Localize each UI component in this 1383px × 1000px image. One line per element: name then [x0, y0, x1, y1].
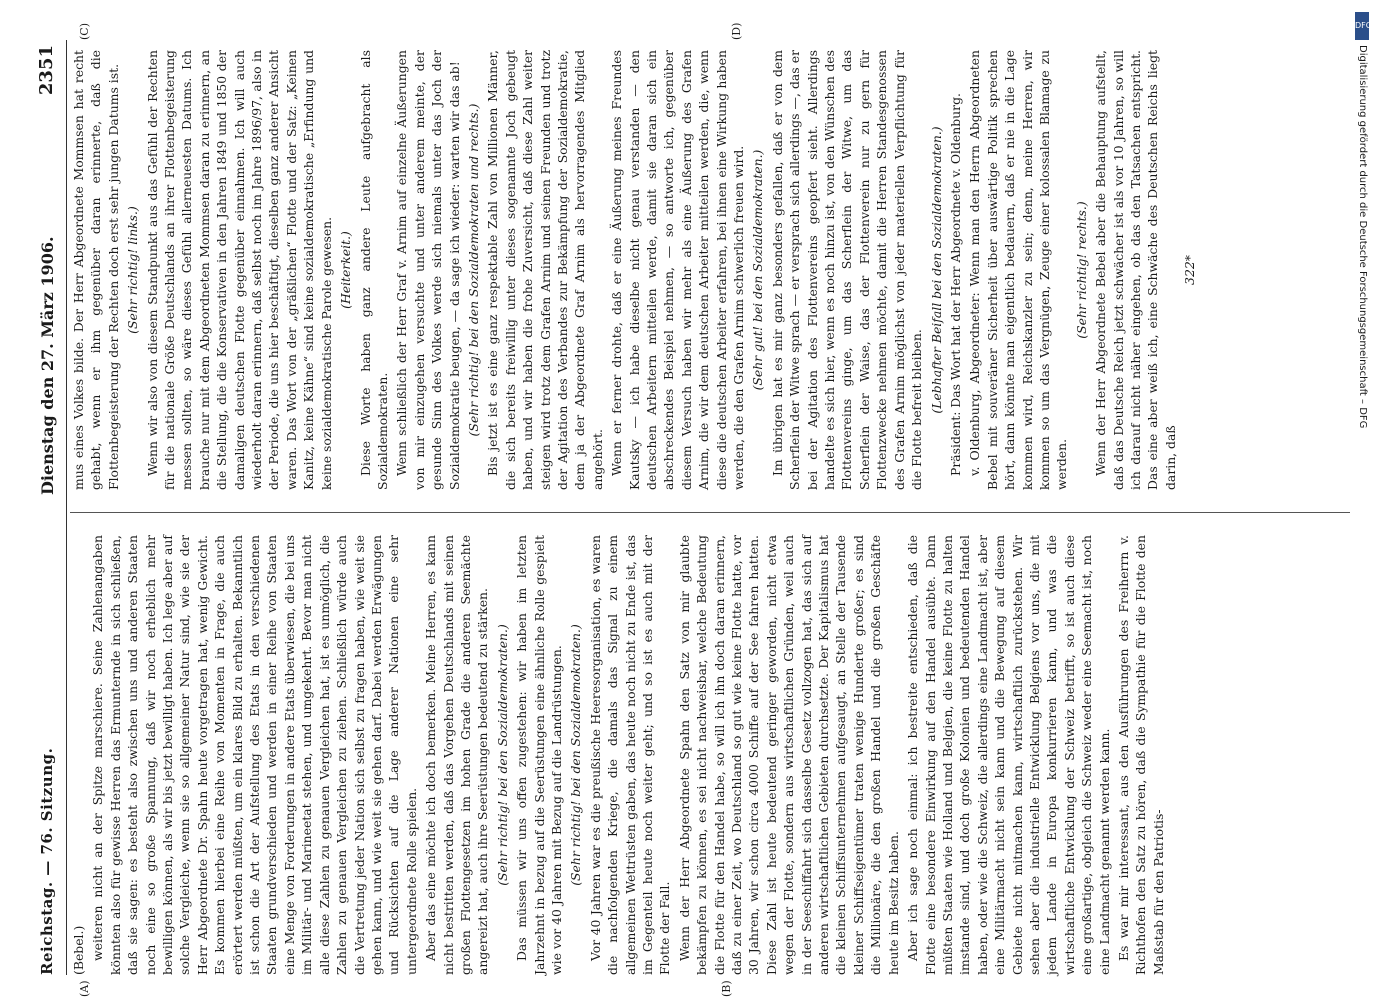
speaker-tag: (Bebel.) — [71, 925, 86, 975]
paragraph: Wenn der Herr Abgeordnete Spahn den Satz von mir glaubte bekämpfen zu können, es sei nicht nachweisbar, welche Bedeutung die Flotte für den Handel habe, so will ich ihn doch daran erinnern, daß zu einer Zeit, wo Deutschland so gut wie keine Flotte hatte, vor 30 Jahren, wir schon circa 4000 Schiffe auf der See fahren hatten. Diese Zahl ist heute bedeutend geringer geworden, nicht etwa wegen der Flotte, sondern aus wirtschaftlichen Gründen, weil auch in der Seeschiffahrt sich dasselbe Gesetz vollzogen hat, das sich auf anderen wirtschaftlichen Gebieten durchsetzte. Der Kapitalismus hat die kleinen Schiffsunternehmen aufgesaugt, an Stelle der Tausende kleiner Schiffseigentümer traten wenige Hunderte großer; es sind die Millionäre, die den großen Handel und die großen Geschäfte heute im Besitz haben. — [676, 535, 901, 975]
right-column — [70, 50, 1201, 490]
paragraph: Wenn wir also von diesem Standpunkt aus das Gefühl der Rechten für die nationale Größe Deutschlands an ihrer Flottenbegeisterung messen sollten, so wäre dieses Gefühl allerneuesten Datums. Ich brauche nur mit dem Abgeordneten Mommsen daran zu erinnern, an die Stellung, die die Konservativen in den Jahren 1849 und 1850 der damaligen deutschen Flotte gegenüber einnahmen. Ich will auch wiederholt daran erinnern, daß selbst noch im Jahre 1896/97, also in der Periode, die uns hier beschäftigt, dieselben ganz anderer Ansicht waren. Das Wort von der „gräßlichen“ Flotte und der Satz: „Keinen Kanitz, keine Kähne“ sind keine sozialdemokratische „Erfindung und keine sozialdemokratische Parole gewesen. — [144, 50, 334, 490]
side-note — [1352, 45, 1372, 945]
interjection: (Lebhafter Beifall bei den Sozialdemokraten.) — [928, 126, 944, 414]
digitization-note: Digitalisierung gefördert durch die Deutsche Forschungsgemeinschaft – DFG — [1357, 45, 1368, 429]
interjection: (Sehr richtig! bei den Sozialdemokraten.) — [568, 624, 584, 886]
paragraph: Bis jetzt ist es eine ganz respektable Zahl von Millionen Männer, die sich bereits freiwillig unter dieses sogenannte Joch gebeugt haben, und wir haben die frohe Zuversicht, daß diese Zahl weiter steigen wird trotz dem Grafen Arnim und seinen Freunden und trotz der Agitation des Verbandes zur Bekämpfung der Sozialdemokratie, dem ja der Abgeordnete Graf Arnim als hervorragendes Mitglied angehört. — [485, 50, 605, 490]
paragraph: Aber das eine möchte ich doch bemerken. Meine Herren, es kann nicht bestritten werden, daß das Vorgehen Deutschlands mit seinen großen Flottengesetzen im hohen Grade die anderen Seemächte angereizt hat, auch ihre Seerüstungen bedeutend zu stärken. — [423, 535, 491, 975]
paragraph: v. Oldenburg, Abgeordneter: Wenn man den Herrn Abgeordneten Bebel mit souveräner Sicherheit über auswärtige Politik sprechen hört, dann könnte man eigentlich bedauern, daß er nie in die Lage kommen wird, Reichskanzler zu sein; denn, meine Herren, wir kommen so um das Vergnügen, Zeuge einer kolossalen Blamage zu werden. — [967, 50, 1070, 490]
margin-marker-d: (D) — [730, 22, 743, 40]
paragraph: Im übrigen hat es mir ganz besonders gefallen, daß er von dem Scherflein der Witwe sprach — er versprach sich allerdings —, das er bei der Agitation des Flottenvereins geopfert sieht. Allerdings handelte es sich hier, wenn es noch hinzu ist, von den Wünschen des Flottenvereins ginge, um das Scherflein der Witwe, um das Scherflein der Waise, das der Flottenverein nur zu gern für Flottenzwecke nehmen möchte, damit die Herren Standesgenossen des Grafen Arnim möglichst von jeder materiellen Verpflichtung für die Flotte befreit bleiben. — [769, 50, 925, 490]
margin-marker-a: (A) — [78, 980, 91, 997]
paragraph: Wenn schließlich der Herr Graf v. Arnim auf einzelne Äußerungen von mir einzugehen versuchte und unter anderem meinte, der gesunde Sinn des Volkes werde sich niemals unter das Joch der Sozialdemokratie beugen, — da sage ich wieder: warten wir das ab! — [394, 50, 462, 490]
interjection: (Heiterkeit.) — [338, 231, 354, 309]
signature-mark: 322* — [1182, 255, 1198, 285]
rotated-page-content — [30, 22, 1355, 997]
paragraph: Aber ich sage noch einmal: ich bestreite entschieden, daß die Flotte eine besondere Einwirkung auf den Handel ausübte. Dann müßten Staaten wie Holland und Belgien, die keine Flotte zu halten imstande sind, und doch große Kolonien und bedeutenden Handel haben, oder wie die Schweiz, die allerdings eine Landmacht ist, aber eine Militärmacht nicht sein kann und die Bewegung auf diesem Gebiete nicht mitmachen kann, wirtschaftlich zurückstehen. Wir sehen aber die industrielle Entwicklung Belgiens vor uns, die mit jedem Lande in Europa konkurrieren kann, und was die wirtschaftliche Entwicklung der Schweiz betrifft, so ist auch diese eine großartige, obgleich die Schweiz weder eine Seemacht ist, noch eine Landmacht genannt werden kann. — [905, 535, 1112, 975]
paragraph: mus eines Volkes bilde. Der Herr Abgeordnete Mommsen hat recht gehabt, wenn er ihm gegenüber daran erinnerte, daß die Flottenbegeisterung der Rechten doch erst sehr jungen Datums ist. — [71, 50, 121, 490]
paragraph: Das müssen wir uns offen zugestehen: wir haben im letzten Jahrzehnt in bezug auf die Seerüstungen eine ähnliche Rolle gespielt wie vor 40 Jahren mit Bezug auf die Landrüstungen. — [514, 535, 564, 975]
header-rule — [66, 40, 67, 975]
header-session: Reichstag. — 76. Sitzung. — [38, 747, 56, 975]
president-statement: Präsident: Das Wort hat der Herr Abgeordnete v. Oldenburg. — [947, 93, 963, 476]
margin-marker-c: (C) — [78, 23, 91, 40]
left-column — [70, 535, 1169, 975]
interjection: (Sehr richtig! bei den Sozialdemokraten und rechts.) — [465, 103, 481, 437]
paragraph: Wenn der Herr Abgeordnete Bebel aber die Behauptung aufstellt, daß das Deutsche Reich jetzt schwächer ist als vor 10 Jahren, so will ich darauf nicht näher eingehen, ob das den Tatsachen entspricht. Das eine aber weiß ich, eine Schwäche des Deutschen Reichs liegt darin, daß — [1093, 50, 1178, 490]
paragraph: Vor 40 Jahren war es die preußische Heeresorganisation, es waren die nachfolgenden Kriege, die damals das Signal zu einem allgemeinen Wettrüsten gaben, das heute noch nicht zu Ende ist, das im Gegenteil heute noch weiter geht; und so ist es auch mit der Flotte der Fall. — [587, 535, 673, 975]
page-header — [30, 35, 70, 975]
paragraph: weiteren nicht an der Spitze marschiere. Seine Zahlenangaben könnten also für gewisse Herren das Ermunternde in sich schließen, daß sie sagen: es besteht also zwischen uns und anderen Staaten noch eine so große Spannung, daß wir noch erheblich mehr bewilligen können, als wir bis jetzt bewilligt haben. Ich lege aber auf solche Vergleiche, wenn sie so allgemeiner Natur sind, wie sie der Herr Abgeordnete Dr. Spahn heute vorgetragen hat, wenig Gewicht. Es kommen hierbei eine Reihe von Momenten in Frage, die auch erörtert werden müßten, um ein klares Bild zu erhalten. Bekanntlich ist schon die Art der Aufstellung des Etats in den verschiedenen Staaten grundverschieden und werden in einer Reihe von Staaten eine Menge von Forderungen in andere Etats überwiesen, die bei uns im Militär- und Marineetat stehen, und umgekehrt. Bevor man nicht alle diese Zahlen zu genauen Vergleichen hat, ist es unmöglich, die Zahlen zu genauen Vergleichen zu ziehen. Schließlich würde auch die Vertretung jeder Nation sich selbst zu fragen haben, wie weit sie gehen kann, und wie weit sie gehen darf. Dabei werden Erwägungen und Rücksichten auf die Lage anderer Nationen eine sehr untergeordnete Rolle spielen. — [90, 535, 419, 975]
interjection: (Sehr richtig! bei den Sozialdemokraten.) — [494, 624, 510, 886]
paragraph: Wenn er ferner drohte, daß er eine Äußerung meines Freundes Kautsky — ich habe dieselbe nicht genau verstanden — den deutschen Arbeitern mitteilen werde, damit sie daran sich ein abschreckendes Beispiel nehmen, — so antworte ich, gegenüber diesem Versuch haben wir mehr als eine Äußerung des Grafen Arnim, die wir dem deutschen Arbeiter mitteilen werden, die, wenn diese die deutschen Arbeiter erfahren, bei ihnen eine Wirkung haben werden, die den Grafen Arnim schwerlich freuen wird. — [609, 50, 747, 490]
interjection: (Sehr richtig! links.) — [125, 206, 141, 334]
column-divider — [70, 512, 1350, 513]
paragraph: Diese Worte haben ganz andere Leute aufgebracht als Sozialdemokraten. — [357, 50, 390, 490]
margin-marker-b: (B) — [720, 980, 733, 997]
header-date: Dienstag den 27. März 1906. — [38, 236, 57, 495]
interjection: (Sehr richtig! rechts.) — [1073, 201, 1089, 339]
paragraph: Es war mir interessant, aus den Ausführungen des Freiherrn v. Richthofen den Satz zu hören, daß die Sympathie für die Flotte den Maßstab für den Patriotis- — [1115, 535, 1166, 975]
interjection: (Sehr gut! bei den Sozialdemokraten.) — [750, 149, 766, 391]
page-number: 2351 — [36, 45, 57, 96]
dfg-logo: DFG — [1355, 12, 1369, 40]
